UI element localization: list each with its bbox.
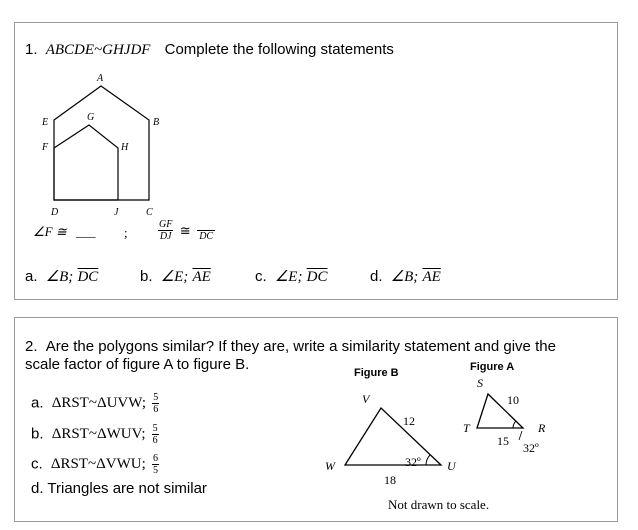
option-segment: $\overline{DC}$ xyxy=(77,269,99,285)
option-angle: ∠E; xyxy=(160,269,189,285)
scale-numerator: 6 xyxy=(152,453,158,464)
option-letter: b. xyxy=(31,425,44,443)
option-statement: ΔRST~ΔVWU; xyxy=(50,456,146,473)
side-tr-length: 15 xyxy=(497,434,509,448)
option-angle: ∠B; xyxy=(390,269,419,285)
option-letter: c. xyxy=(31,455,43,473)
ratio-denominator: DJ xyxy=(159,231,172,242)
label-v: V xyxy=(362,392,370,406)
answer-blank: ___ xyxy=(76,224,96,239)
label-f: F xyxy=(42,142,49,153)
q1-similarity: ABCDE~GHJDF xyxy=(45,42,151,58)
label-e: E xyxy=(42,117,49,128)
option-statement: ΔRST~ΔWUV; xyxy=(51,426,146,443)
label-d: D xyxy=(51,207,59,218)
q1-separator: ; xyxy=(124,225,128,240)
side-vu-length: 12 xyxy=(403,414,415,428)
option-angle: ∠B; xyxy=(45,269,74,285)
label-w: W xyxy=(325,459,335,473)
angle-r-measure: 32º xyxy=(523,441,539,455)
label-g: G xyxy=(87,112,95,123)
q2-question-line2: scale factor of figure A to figure B. xyxy=(25,356,250,373)
angle-f-congruent: ∠F ≅ xyxy=(33,224,67,239)
option-letter: a. xyxy=(31,394,44,412)
option-letter: b. xyxy=(140,268,153,285)
q2-question-line1: Are the polygons similar? If they are, write a similarity statement and give the xyxy=(45,338,556,355)
congruent-symbol: ≅ xyxy=(179,222,191,238)
scale-numerator: 5 xyxy=(152,423,158,434)
figure-a-title: Figure A xyxy=(470,361,515,373)
not-to-scale-note: Not drawn to scale. xyxy=(388,497,490,512)
side-wu-length: 18 xyxy=(384,473,396,487)
q2-number: 2. xyxy=(25,338,38,355)
option-segment: $\overline{DC}$ xyxy=(306,269,328,285)
label-r: R xyxy=(538,421,546,435)
scale-denominator: 5 xyxy=(152,465,158,476)
option-segment: $\overline{AE}$ xyxy=(422,269,441,285)
label-h: H xyxy=(121,142,129,153)
scale-denominator: 6 xyxy=(153,404,159,415)
option-letter: c. xyxy=(255,268,267,285)
label-t: T xyxy=(463,421,470,435)
option-statement: ΔRST~ΔUVW; xyxy=(51,395,147,412)
angle-arc-r xyxy=(513,421,516,428)
figure-b-title: Figure B xyxy=(354,367,399,379)
label-c: C xyxy=(146,207,153,218)
angle-pointer-r xyxy=(519,431,522,440)
option-segment: $\overline{AE}$ xyxy=(192,269,211,285)
label-b: B xyxy=(153,117,160,128)
side-sr-length: 10 xyxy=(507,393,519,407)
label-u: U xyxy=(447,459,456,473)
q1-number: 1. xyxy=(25,41,38,58)
option-angle: ∠E; xyxy=(274,269,303,285)
label-j: J xyxy=(114,207,119,218)
scale-numerator: 5 xyxy=(153,392,159,403)
q2-option-d[interactable]: d. Triangles are not similar xyxy=(31,480,207,497)
label-a: A xyxy=(97,73,104,84)
ratio-dc-denominator: DC xyxy=(199,231,214,242)
option-letter: d. xyxy=(370,268,383,285)
ratio-numerator: GF xyxy=(159,219,173,230)
angle-u-measure: 32º xyxy=(405,455,421,469)
q1-instruction: Complete the following statements xyxy=(164,41,394,58)
scale-denominator: 6 xyxy=(152,435,158,446)
option-letter: a. xyxy=(25,268,38,285)
label-s: S xyxy=(477,376,483,390)
